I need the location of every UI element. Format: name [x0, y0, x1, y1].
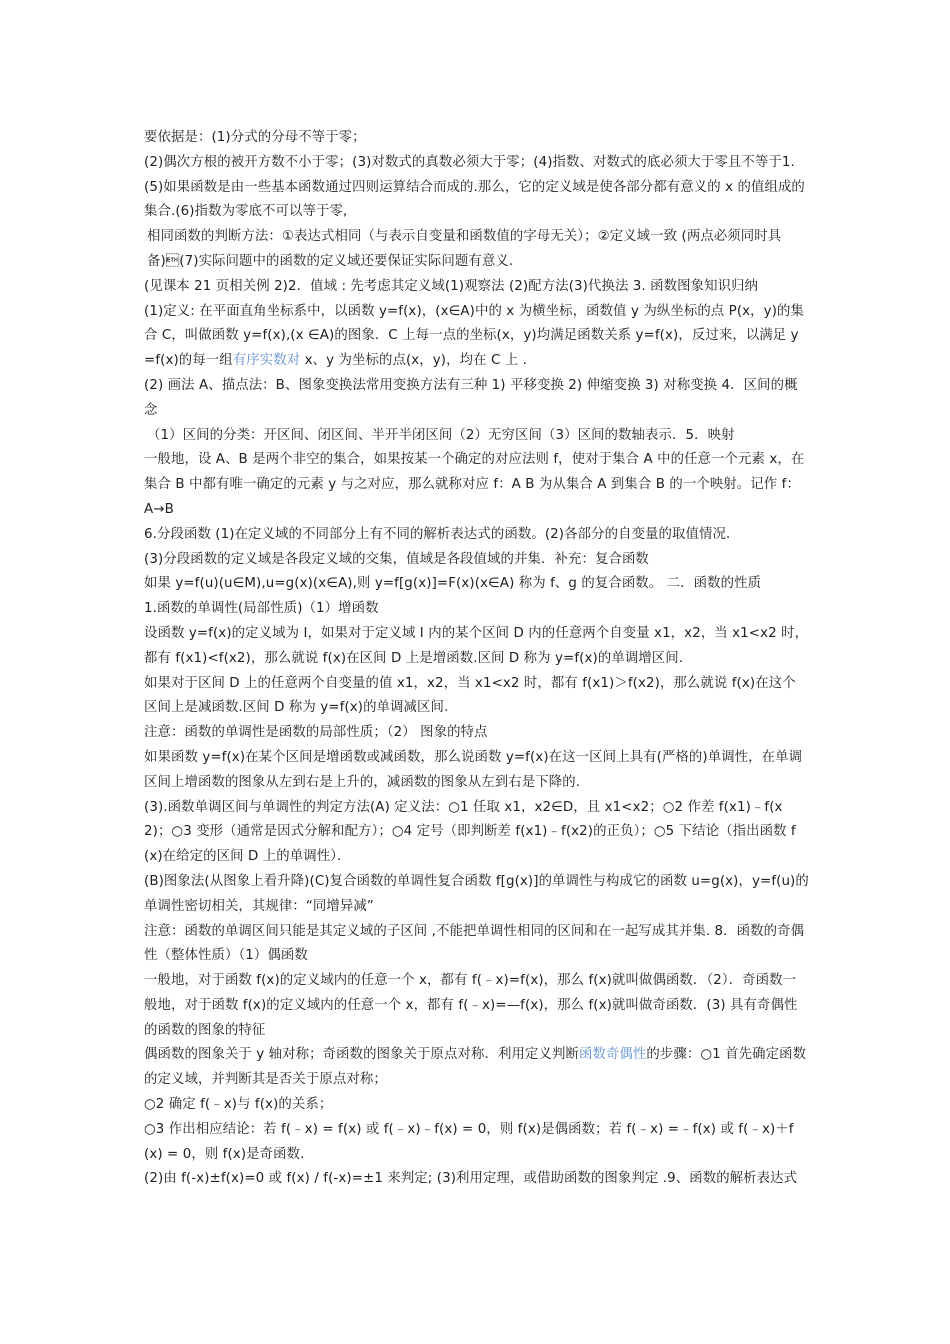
text-run: 偶函数的图象关于 y 轴对称；奇函数的图象关于原点对称．利用定义判断: [144, 1047, 579, 1063]
paragraph: [144, 300, 809, 374]
text-run: 一般地，设 A、B 是两个非空的集合，如果按某一个确定的对应法则 f，使对于集合 A 中的任意一个元素 x，在集合 B 中都有唯一确定的元素 y 与之对应，那么就称对应 f：A B 为从集合 A 到集合 B 的一个映射。记作 f：A→B: [144, 452, 805, 517]
paragraph: [144, 151, 809, 176]
paragraph: [144, 548, 809, 573]
document-body: [144, 126, 809, 1192]
text-run: (3)分段函数的定义域是各段定义域的交集，值域是各段值域的并集．补充：复合函数: [144, 551, 649, 567]
paragraph: [144, 1118, 809, 1168]
paragraph: [144, 176, 809, 226]
paragraph: [144, 721, 809, 746]
paragraph: [144, 225, 809, 275]
text-run: (5)如果函数是由一些基本函数通过四则运算结合而成的.那么，它的定义域是使各部分都有意义的 x 的值组成的集合.(6)指数为零底不可以等于零,: [144, 179, 805, 220]
text-run: (1)定义: 在平面直角坐标系中，以函数 y=f(x)，(x∈A)中的 x 为横坐标，函数值 y 为纵坐标的点 P(x，y)的集合 C，叫做函数 y=f(x),(x ∈A)的图象．C 上每一点的坐标(x，y)均满足函数关系 y=f(x)，反过来，以满足 y=f(x)的每一组: [144, 303, 804, 369]
paragraph: [144, 746, 809, 796]
text-run: 如果 y=f(u)(u∈M),u=g(x)(x∈A),则 y=f[g(x)]=F(x)(x∈A) 称为 f、g 的复合函数。 二．函数的性质: [144, 576, 762, 592]
paragraph: [144, 448, 809, 522]
text-run: 要依据是：(1)分式的分母不等于零；: [144, 130, 366, 145]
text-run: (见课本 21 页相关例 2)2．值域 : 先考虑其定义域(1)观察法 (2)配方法(3)代换法 3. 函数图象知识归纳: [144, 278, 759, 294]
text-run: (2)由 f(-x)±f(x)=0 或 f(x) / f(-x)=±1 来判定; (3)利用定理，或借助函数的图象判定 .9、函数的解析表达式: [144, 1171, 798, 1187]
paragraph: [144, 969, 809, 1043]
text-run: ○2 确定 f(﹣x)与 f(x)的关系；: [144, 1097, 333, 1113]
paragraph: [144, 870, 809, 920]
text-run: 注意：函数的单调区间只能是其定义域的子区间 ,不能把单调性相同的区间和在一起写成其并集. 8．函数的奇偶性（整体性质）（1）偶函数: [144, 923, 805, 964]
paragraph: [144, 523, 809, 548]
inline-link[interactable]: 函数奇偶性: [578, 1047, 647, 1063]
text-run: (2)偶次方根的被开方数不小于零；(3)对数式的真数必须大于零；(4)指数、对数式的底必须大于零且不等于1.: [144, 154, 795, 170]
text-run: x、y 为坐标的点(x，y)，均在 C 上 .: [300, 353, 527, 369]
paragraph: [144, 622, 809, 672]
text-run: 设函数 y=f(x)的定义域为 I，如果对于定义域 I 内的某个区间 D 内的任意两个自变量 x1，x2，当 x1<x2 时，都有 f(x1)<f(x2)，那么就说 f(x)在区间 D 上是增函数.区间 D 称为 y=f(x)的单调增区间.: [144, 625, 809, 666]
paragraph: [144, 275, 809, 300]
text-run: （1）区间的分类：开区间、闭区间、半开半闭区间（2）无穷区间（3）区间的数轴表示．5．映射: [147, 427, 735, 443]
paragraph: [144, 374, 809, 424]
text-run: 6.分段函数 (1)在定义域的不同部分上有不同的解析表达式的函数。(2)各部分的自变量的取值情况．: [144, 526, 740, 542]
paragraph: [144, 672, 809, 722]
text-run: (3).函数单调区间与单调性的判定方法(A) 定义法：○1 任取 x1，x2∈D，且 x1<x2；○2 作差 f(x1)﹣f(x2)；○3 变形（通常是因式分解和配方）；○4 定号（即判断差 f(x1)﹣f(x2)的正负）；○5 下结论（指出函数 f(x)在给定的区间 D 上的单调性）．: [144, 799, 796, 865]
paragraph: [144, 597, 809, 622]
paragraph: [144, 1043, 809, 1093]
paragraph: [144, 1093, 809, 1118]
text-run: 1.函数的单调性(局部性质)（1）增函数: [144, 601, 379, 617]
paragraph: [144, 920, 809, 970]
text-run: 一般地，对于函数 f(x)的定义域内的任意一个 x，都有 f(﹣x)=f(x)，那么 f(x)就叫做偶函数．（2）．奇函数一般地，对于函数 f(x)的定义域内的任意一个 x，都有 f(﹣x)=—f(x)，那么 f(x)就叫做奇函数．(3) 具有奇偶性的函数的图象的特征: [144, 973, 798, 1038]
text-run: (2) 画法 A、描点法：B、图象变换法常用变换方法有三种 1) 平移变换 2) 伸缩变换 3) 对称变换 4．区间的概念: [144, 377, 798, 418]
text-run: 如果函数 y=f(x)在某个区间是增函数或减函数，那么说函数 y=f(x)在这一区间上具有(严格的)单调性，在单调区间上增函数的图象从左到右是上升的，减函数的图象从左到右是下降的.: [144, 749, 803, 790]
text-run: 注意：函数的单调性是函数的局部性质；（2） 图象的特点: [144, 725, 488, 741]
paragraph: [144, 796, 809, 870]
text-run: 的步骤：○1 首先确定函数的定义域，并判断其是否关于原点对称；: [144, 1047, 807, 1088]
inline-link[interactable]: 有序实数对: [232, 353, 301, 369]
paragraph: [144, 1167, 809, 1192]
text-run: (B)图象法(从图象上看升降)(C)复合函数的单调性复合函数 f[g(x)]的单调性与构成它的函数 u=g(x)，y=f(u)的单调性密切相关，其规律：“同增异减”: [144, 873, 809, 914]
paragraph: [144, 572, 809, 597]
text-run: ○3 作出相应结论：若 f(﹣x) = f(x) 或 f(﹣x)﹣f(x) = 0，则 f(x)是偶函数；若 f(﹣x) =﹣f(x) 或 f(﹣x)＋f(x) = 0，则 f(x)是奇函数．: [144, 1121, 794, 1162]
paragraph: [144, 424, 809, 449]
text-run: 相同函数的判断方法：①表达式相同（与表示自变量和函数值的字母无关）；②定义域一致 (两点必须同时具备)(7)实际问题中的函数的定义域还要保证实际问题有意义.: [147, 229, 782, 269]
paragraph: [144, 126, 809, 151]
text-run: 如果对于区间 D 上的任意两个自变量的值 x1，x2，当 x1<x2 时，都有 f(x1)＞f(x2)，那么就说 f(x)在这个区间上是减函数.区间 D 称为 y=f(x)的单调减区间.: [144, 675, 796, 716]
